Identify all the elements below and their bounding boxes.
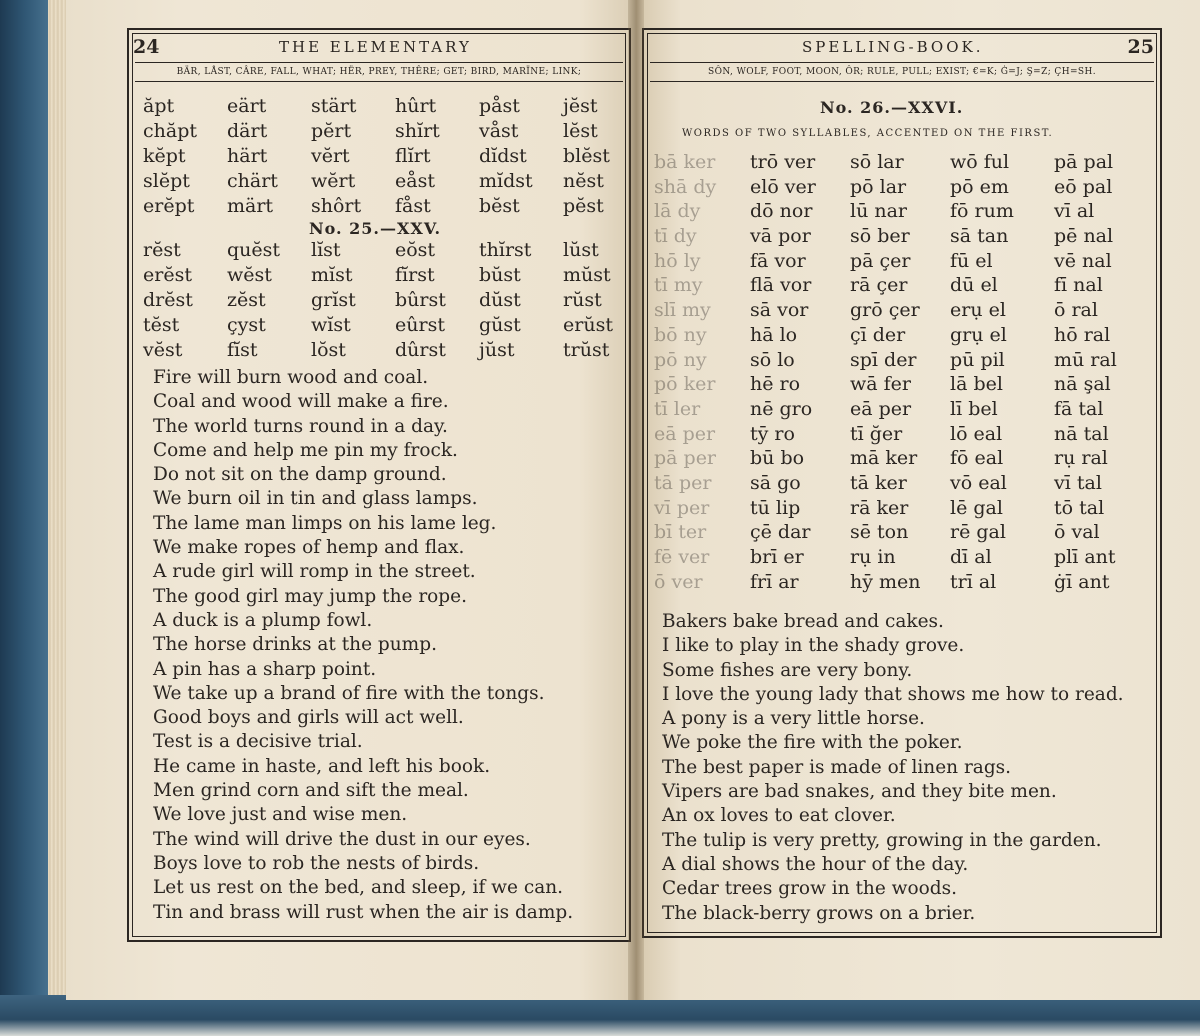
word-cell: frī ar (750, 570, 799, 593)
word-cell: nā tal (1054, 422, 1109, 445)
word-cell: quĕst (227, 239, 281, 261)
word-cell: grō çer (850, 299, 920, 322)
word-cell: våst (479, 120, 519, 142)
word-row (654, 150, 1154, 175)
word-cell: pē nal (1054, 225, 1114, 248)
word-cell: nĕst (563, 170, 604, 192)
sentence-line: A rude girl will romp in the street. (153, 561, 476, 583)
word-row (654, 471, 1154, 496)
word-table-section-26 (654, 150, 1154, 594)
word-cell: bûrst (395, 289, 446, 311)
word-cell: bŭst (479, 264, 521, 286)
sentence-line: Men grind corn and sift the meal. (153, 780, 469, 802)
sentence-line: We love just and wise men. (153, 804, 408, 826)
sentence-line: Fire will burn wood and coal. (153, 367, 429, 388)
word-cell: nā şal (1054, 373, 1111, 396)
sentence-line: The good girl may jump the rope. (153, 585, 467, 607)
word-cell: pĕrt (311, 120, 352, 142)
word-cell: eā per (654, 422, 716, 445)
word-cell: lĕst (563, 120, 598, 142)
word-cell: stärt (311, 95, 357, 117)
sentence-line: The tulip is very pretty, growing in the garden. (662, 829, 1102, 851)
word-cell: shĭrt (395, 120, 440, 142)
sentence-line: The black-berry grows on a brier. (662, 902, 976, 924)
word-cell: tū lip (750, 496, 801, 519)
word-cell: mĭst (311, 264, 353, 286)
word-cell: bī ter (654, 521, 707, 544)
word-row (143, 94, 633, 119)
right-page-frame (642, 28, 1162, 938)
word-cell: sō lo (750, 348, 795, 371)
word-cell: lū nar (850, 200, 907, 223)
section-subtitle: WORDS OF TWO SYLLABLES, ACCENTED ON THE FIRST. (682, 128, 1054, 139)
word-cell: vĕst (143, 339, 183, 361)
word-cell: sā go (750, 471, 801, 494)
page-number: 24 (133, 36, 160, 58)
word-cell: thĭrst (479, 239, 532, 261)
sentence-line: Cedar trees grow in the woods. (662, 878, 958, 900)
sentence-line: Bakers bake bread and cakes. (662, 611, 944, 632)
word-cell: hō ly (654, 249, 701, 272)
word-cell: lē gal (950, 496, 1003, 519)
word-row (654, 175, 1154, 200)
word-row (654, 273, 1154, 298)
running-title: THE ELEMENTARY (279, 38, 472, 56)
sentence-line: A pony is a very little horse. (662, 708, 925, 730)
word-cell: tĕst (143, 314, 180, 336)
word-cell: plī ant (1054, 546, 1116, 568)
word-cell: sā tan (950, 225, 1009, 248)
sentence-line: Vipers are bad snakes, and they bite men. (662, 781, 1057, 803)
word-cell: sō ber (850, 225, 910, 248)
word-row (654, 545, 1154, 570)
word-cell: hȳ men (850, 570, 921, 593)
word-cell: dûrst (395, 339, 446, 361)
word-cell: erŭst (563, 314, 613, 336)
word-cell: wĕst (227, 264, 272, 286)
sentence-line: The lame man limps on his lame leg. (153, 512, 497, 534)
sentence-line: He came in haste, and left his book. (153, 755, 491, 777)
word-cell: ō val (1054, 521, 1100, 544)
word-row (654, 372, 1154, 397)
word-row (143, 144, 633, 169)
word-cell: tī dy (654, 225, 697, 248)
word-cell: tā ker (850, 471, 907, 494)
running-title: SPELLING-BOOK. (802, 38, 984, 56)
word-cell: vā por (750, 225, 811, 248)
word-cell: eŏst (395, 239, 436, 261)
sentence-line: Tin and brass will rust when the air is damp. (153, 901, 574, 923)
word-cell: fĭrst (395, 264, 435, 286)
word-cell: pā pal (1054, 151, 1114, 173)
word-cell: grụ el (950, 323, 1007, 346)
word-cell: eåst (395, 170, 435, 192)
sentence-line: An ox loves to eat clover. (662, 805, 896, 827)
word-cell: härt (227, 145, 268, 167)
word-cell: tī my (654, 274, 703, 297)
word-cell: rā ker (850, 496, 909, 519)
word-cell: lō eal (950, 422, 1003, 445)
word-cell: grĭst (311, 289, 356, 311)
sentence-line: Test is a decisive trial. (153, 731, 363, 753)
word-cell: wĭst (311, 314, 351, 336)
word-cell: rŭst (563, 289, 602, 311)
word-cell: pā çer (850, 249, 911, 272)
word-cell: bō ny (654, 323, 707, 346)
word-cell: chăpt (143, 120, 198, 142)
sentence-line: The world turns round in a day. (153, 415, 448, 437)
word-cell: lŭst (563, 239, 599, 261)
word-cell: rĕst (143, 239, 181, 261)
word-cell: flā vor (750, 274, 812, 297)
word-cell: pĕst (563, 195, 604, 217)
word-cell: pā per (654, 447, 717, 470)
word-cell: brī er (750, 546, 804, 568)
word-cell: çē dar (750, 521, 811, 544)
word-cell: jĕst (563, 95, 598, 117)
left-page (66, 0, 636, 1000)
word-cell: trŭst (563, 339, 610, 361)
word-cell: flĭrt (395, 145, 431, 167)
word-cell: dū el (950, 274, 998, 297)
word-cell: lĭst (311, 239, 341, 261)
word-cell: chärt (227, 170, 278, 192)
word-cell: çyst (227, 314, 266, 336)
sentence-line: We make ropes of hemp and flax. (153, 537, 465, 559)
word-row (143, 338, 633, 363)
word-cell: hō ral (1054, 323, 1111, 346)
word-cell: ăpt (143, 95, 175, 117)
word-row (654, 224, 1154, 249)
sentence-line: I love the young lady that shows me how to read. (662, 683, 1124, 705)
word-cell: fō eal (950, 447, 1004, 470)
word-cell: shôrt (311, 195, 362, 217)
word-row (143, 313, 633, 338)
word-cell: wā fer (850, 373, 911, 396)
word-cell: mū ral (1054, 348, 1117, 371)
word-row (654, 422, 1154, 447)
word-cell: pū pil (950, 348, 1005, 371)
word-cell: mŭst (563, 264, 611, 286)
sentence-line: We burn oil in tin and glass lamps. (153, 488, 478, 510)
word-cell: ġī ant (1054, 570, 1110, 593)
word-cell: spī der (850, 348, 917, 371)
pronunciation-key: BÄR, LÅST, CÂRE, FALL, WHAT; HËR, PREY, THÊRE; GET; BIRD, MARÏNE; LINK; (135, 62, 623, 82)
page-number: 25 (1127, 36, 1154, 58)
word-cell: därt (227, 120, 268, 142)
word-cell: trō ver (750, 151, 816, 173)
word-cell: fū el (950, 249, 993, 272)
pronunciation-key: SÔN, WOLF, FOOT, MOON, ÔR; RULE, PULL; EXIST; €=K; Ġ=J; Ş=Z; ÇH=SH. (650, 62, 1154, 82)
reading-sentences (153, 366, 573, 925)
word-cell: vī tal (1054, 471, 1102, 494)
word-cell: lā dy (654, 200, 701, 223)
word-cell: wō ful (950, 151, 1010, 173)
book-cover-bottom (0, 995, 1200, 1036)
word-row (654, 520, 1154, 545)
word-row (654, 496, 1154, 521)
word-row (143, 238, 633, 263)
sentence-line: Boys love to rob the nests of birds. (153, 852, 480, 874)
word-cell: vī al (1054, 200, 1095, 223)
word-cell: shā dy (654, 175, 717, 198)
sentence-line: The wind will drive the dust in our eyes. (153, 828, 531, 850)
word-cell: sō lar (850, 151, 904, 173)
word-row (143, 263, 633, 288)
word-cell: fåst (395, 195, 431, 217)
word-cell: rā çer (850, 274, 908, 297)
sentence-line: Do not sit on the damp ground. (153, 464, 447, 486)
sentence-line: A pin has a sharp point. (153, 658, 377, 680)
word-cell: zĕst (227, 289, 266, 311)
word-cell: bĕst (479, 195, 520, 217)
word-cell: trī al (950, 570, 997, 593)
word-row (143, 169, 633, 194)
word-cell: dĭdst (479, 145, 527, 167)
word-cell: blĕst (563, 145, 610, 167)
sentence-line: We poke the fire with the poker. (662, 732, 963, 754)
word-row (654, 446, 1154, 471)
left-page-frame (127, 28, 631, 942)
word-cell: gŭst (479, 314, 521, 336)
word-cell: eō pal (1054, 175, 1113, 198)
sentence-line: Let us rest on the bed, and sleep, if we can. (153, 877, 564, 899)
word-cell: pō em (950, 175, 1009, 198)
sentence-line: The horse drinks at the pump. (153, 634, 437, 656)
word-cell: dī al (950, 546, 992, 568)
word-table-section-25 (143, 238, 633, 363)
word-cell: lī bel (950, 397, 998, 420)
word-cell: vē nal (1054, 249, 1112, 272)
word-cell: fā vor (750, 249, 806, 272)
word-cell: nē gro (750, 397, 813, 420)
section-title: No. 26.—XXVI. (820, 98, 964, 117)
word-cell: märt (227, 195, 274, 217)
sentence-line: I like to play in the shady grove. (662, 635, 965, 657)
word-cell: rụ ral (1054, 447, 1108, 470)
word-cell: mā ker (850, 447, 918, 470)
word-cell: pō ny (654, 348, 707, 371)
word-row (654, 323, 1154, 348)
word-cell: slĕpt (143, 170, 190, 192)
word-cell: çī der (850, 323, 906, 346)
word-cell: ō ver (654, 570, 703, 593)
word-row (143, 119, 633, 144)
word-cell: tȳ ro (750, 422, 795, 445)
word-cell: hā lo (750, 323, 798, 346)
word-cell: sē ton (850, 521, 909, 544)
word-cell: eā per (850, 397, 912, 420)
word-row (654, 570, 1154, 595)
sentence-line: Coal and wood will make a fire. (153, 391, 449, 413)
word-row (654, 249, 1154, 274)
sentence-line: We take up a brand of fire with the tongs. (153, 682, 545, 704)
word-cell: pō ker (654, 373, 716, 396)
word-cell: mĭdst (479, 170, 533, 192)
word-cell: lā bel (950, 373, 1003, 396)
word-cell: dō nor (750, 200, 813, 223)
right-page-header (644, 34, 1160, 58)
word-cell: fā tal (1054, 397, 1104, 420)
word-cell: erĕst (143, 264, 192, 286)
book-gutter (628, 0, 644, 1000)
word-cell: fī nal (1054, 274, 1103, 297)
word-cell: eûrst (395, 314, 445, 336)
word-cell: tī ğer (850, 422, 903, 445)
word-cell: fō rum (950, 200, 1014, 223)
word-cell: eärt (227, 95, 267, 117)
word-cell: tī ler (654, 397, 701, 420)
reading-sentences (662, 610, 1124, 926)
word-row (143, 194, 633, 219)
word-row (654, 298, 1154, 323)
word-row (654, 397, 1154, 422)
word-cell: bā ker (654, 151, 716, 173)
word-cell: vĕrt (311, 145, 350, 167)
right-page (636, 0, 1200, 1000)
word-row (143, 288, 633, 313)
sentence-line: Some fishes are very bony. (662, 659, 913, 681)
word-cell: ō ral (1054, 299, 1098, 322)
sentence-line: The best paper is made of linen rags. (662, 756, 1012, 778)
word-cell: slī my (654, 299, 711, 322)
word-cell: pō lar (850, 175, 907, 198)
word-cell: jŭst (479, 339, 515, 361)
word-cell: fē ver (654, 546, 710, 568)
word-cell: hûrt (395, 95, 437, 117)
sentence-line: A dial shows the hour of the day. (662, 853, 969, 875)
word-cell: tō tal (1054, 496, 1105, 519)
word-cell: bū bo (750, 447, 805, 470)
word-cell: lŏst (311, 339, 346, 361)
word-cell: påst (479, 95, 520, 117)
word-cell: rụ in (850, 546, 896, 568)
word-cell: erĕpt (143, 195, 195, 217)
word-table-top (143, 94, 633, 219)
word-cell: wĕrt (311, 170, 356, 192)
word-cell: drĕst (143, 289, 193, 311)
word-cell: kĕpt (143, 145, 186, 167)
word-cell: sā vor (750, 299, 809, 322)
word-cell: elō ver (750, 175, 816, 198)
section-title: No. 25.—XXV. (309, 219, 442, 238)
sentence-line: Good boys and girls will act well. (153, 707, 464, 729)
word-cell: hē ro (750, 373, 801, 396)
word-cell: dŭst (479, 289, 521, 311)
word-row (654, 199, 1154, 224)
word-row (654, 348, 1154, 373)
word-cell: vō eal (950, 471, 1007, 494)
sentence-line: Come and help me pin my frock. (153, 439, 458, 461)
word-cell: rē gal (950, 521, 1006, 544)
word-cell: vī per (654, 496, 710, 519)
sentence-line: A duck is a plump fowl. (153, 609, 373, 631)
word-cell: erụ el (950, 299, 1006, 322)
word-cell: fĭst (227, 339, 258, 361)
word-cell: tā per (654, 471, 712, 494)
left-page-header (129, 34, 629, 58)
